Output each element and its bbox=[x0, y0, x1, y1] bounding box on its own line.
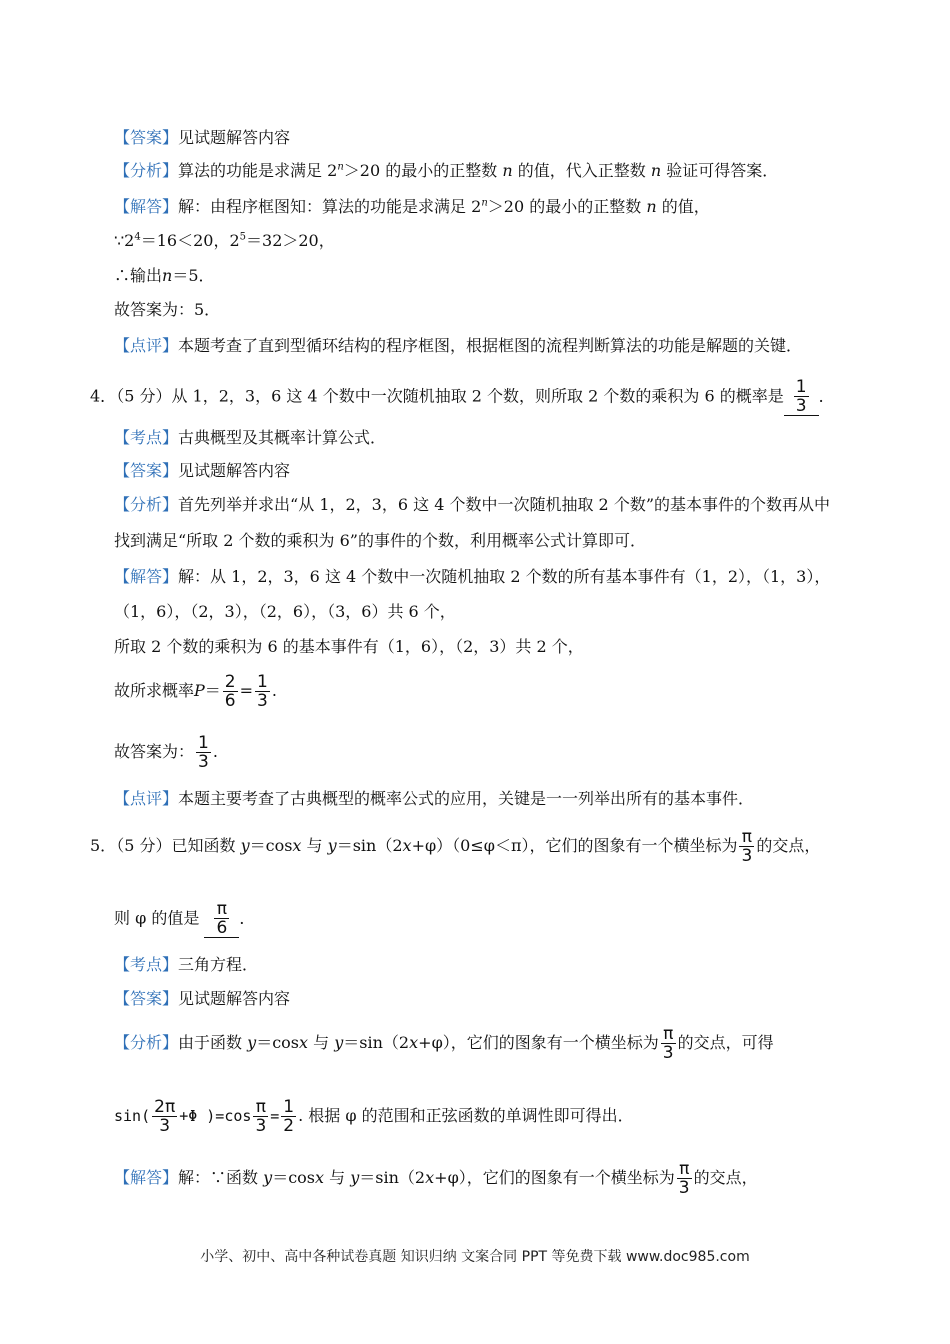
fraction: $\frac{\pi}{3}$ bbox=[678, 1159, 690, 1198]
q5-answer-blank: $\frac{\pi}{6}$ bbox=[204, 900, 239, 938]
q4-solution-line-2: （1，6），（2，3），（2，6），（3，6）共 6 个， bbox=[114, 602, 456, 621]
page-footer: 小学、初中、高中各种试卷真题 知识归纳 文案合同 PPT 等免费下载 www.doc985.com bbox=[200, 1249, 750, 1265]
q5-point-line: 【考点】三角方程． bbox=[114, 955, 259, 974]
solution-tag: 【解答】 bbox=[114, 197, 179, 216]
q4-point-line: 【考点】古典概型及其概率计算公式． bbox=[114, 428, 387, 447]
fraction: $\frac{2\pi}{3}$ bbox=[154, 1097, 176, 1136]
q3-answer-text: 见试题解答内容 bbox=[178, 128, 291, 147]
comment-tag: 【点评】 bbox=[114, 789, 179, 808]
q4-stem-line: 4．（5 分）从 1，2，3，6 这 4 个数中一次随机抽取 2 个数，则所取 2 个数的乘积为 6 的概率是 $\frac{1}{3}$ ． bbox=[90, 377, 835, 416]
q5-analysis-line: 【分析】由于函数 y＝cosx 与 y＝sin（2x+φ），它们的图象有一个横坐标为 $\frac{\pi}{3}$ 的交点，可得 bbox=[114, 1024, 774, 1063]
fraction: $\frac{\pi}{3}$ bbox=[741, 827, 753, 866]
q4-analysis-line-2: 找到满足“所取 2 个数的乘积为 6”的事件的个数，利用概率公式计算即可． bbox=[114, 531, 646, 550]
fraction: $\frac{1}{2}$ bbox=[283, 1097, 295, 1136]
q3-therefore-line: ∴输出n＝5． bbox=[114, 266, 215, 285]
point-tag: 【考点】 bbox=[114, 955, 179, 974]
q4-answer-blank: $\frac{1}{3}$ bbox=[784, 378, 819, 416]
q5-answer-line: 【答案】见试题解答内容 bbox=[114, 989, 291, 1008]
analysis-tag: 【分析】 bbox=[114, 495, 179, 514]
answer-tag: 【答案】 bbox=[114, 128, 179, 147]
fraction: $\frac{1}{3}$ bbox=[257, 672, 268, 711]
fraction: $\frac{\pi}{3}$ bbox=[255, 1097, 267, 1136]
q5-stem-line: 5．（5 分）已知函数 y＝cosx 与 y＝sin（2x+φ）（0≤φ＜π），它们的图象有一个横坐标为 $\frac{\pi}{3}$ 的交点， bbox=[90, 827, 821, 866]
q4-solution-line: 【解答】解：从 1，2，3，6 这 4 个数中一次随机抽取 2 个数的所有基本事件有（1，2），（1，3）， bbox=[114, 567, 831, 586]
q3-result-line: 故答案为：5． bbox=[114, 300, 221, 319]
q3-analysis-line: 【分析】算法的功能是求满足 $2^n>20$ 的最小的正整数 n 的值，代入正整数 n 验证可得答案． bbox=[114, 161, 779, 180]
point-tag: 【考点】 bbox=[114, 428, 179, 447]
q3-solution-line: 【解答】解：由程序框图知：算法的功能是求满足 $2^n>20$ 的最小的正整数 n 的值， bbox=[114, 197, 710, 216]
analysis-tag: 【分析】 bbox=[114, 1033, 179, 1052]
comment-tag: 【点评】 bbox=[114, 336, 179, 355]
q4-solution-line-3: 所取 2 个数的乘积为 6 的基本事件有（1，6），（2，3）共 2 个， bbox=[114, 637, 584, 656]
q4-number: 4． bbox=[90, 386, 117, 406]
q5-solution-line: 【解答】解：∵函数 y＝cosx 与 y＝sin（2x+φ），它们的图象有一个横坐标为 $\frac{\pi}{3}$ 的交点， bbox=[114, 1159, 758, 1198]
q4-result-line: 故答案为： $\frac{1}{3}$ . bbox=[114, 733, 218, 772]
solution-tag: 【解答】 bbox=[114, 1168, 179, 1187]
q5-then-line: 则 φ 的值是 $\frac{\pi}{6}$ ． bbox=[114, 899, 256, 938]
q3-comment-line: 【点评】本题考查了直到型循环结构的程序框图，根据框图的流程判断算法的功能是解题的关键． bbox=[114, 336, 803, 355]
answer-tag: 【答案】 bbox=[114, 989, 179, 1008]
answer-tag: 【答案】 bbox=[114, 461, 179, 480]
q4-answer-line: 【答案】见试题解答内容 bbox=[114, 461, 291, 480]
fraction: $\frac{1}{3}$ bbox=[198, 733, 209, 772]
fraction: $\frac{2}{6}$ bbox=[224, 672, 236, 711]
analysis-tag: 【分析】 bbox=[114, 161, 179, 180]
q3-because-line: $\because 2^4=16<20$，$2^5=32>20$， bbox=[114, 231, 335, 250]
q4-comment-line: 【点评】本题主要考查了古典概型的概率公式的应用，关键是一一列举出所有的基本事件． bbox=[114, 789, 755, 808]
q4-analysis-line: 【分析】首先列举并求出“从 1，2，3，6 这 4 个数中一次随机抽取 2 个数”的基本事件的个数再从中 bbox=[114, 495, 831, 514]
fraction: $\frac{\pi}{3}$ bbox=[662, 1024, 674, 1063]
q5-equation-line: sin( $\frac{2\pi}{3}$ +Φ )=cos $\frac{\pi}{3}$ = $\frac{1}{2}$ . 根据 φ 的范围和正弦函数的单调性即可得出． bbox=[114, 1097, 634, 1136]
solution-tag: 【解答】 bbox=[114, 567, 179, 586]
q4-probability-line: 故所求概率P＝ $\frac{2}{6}$ = $\frac{1}{3}$ . bbox=[114, 672, 277, 711]
q3-answer-line bbox=[114, 127, 290, 149]
